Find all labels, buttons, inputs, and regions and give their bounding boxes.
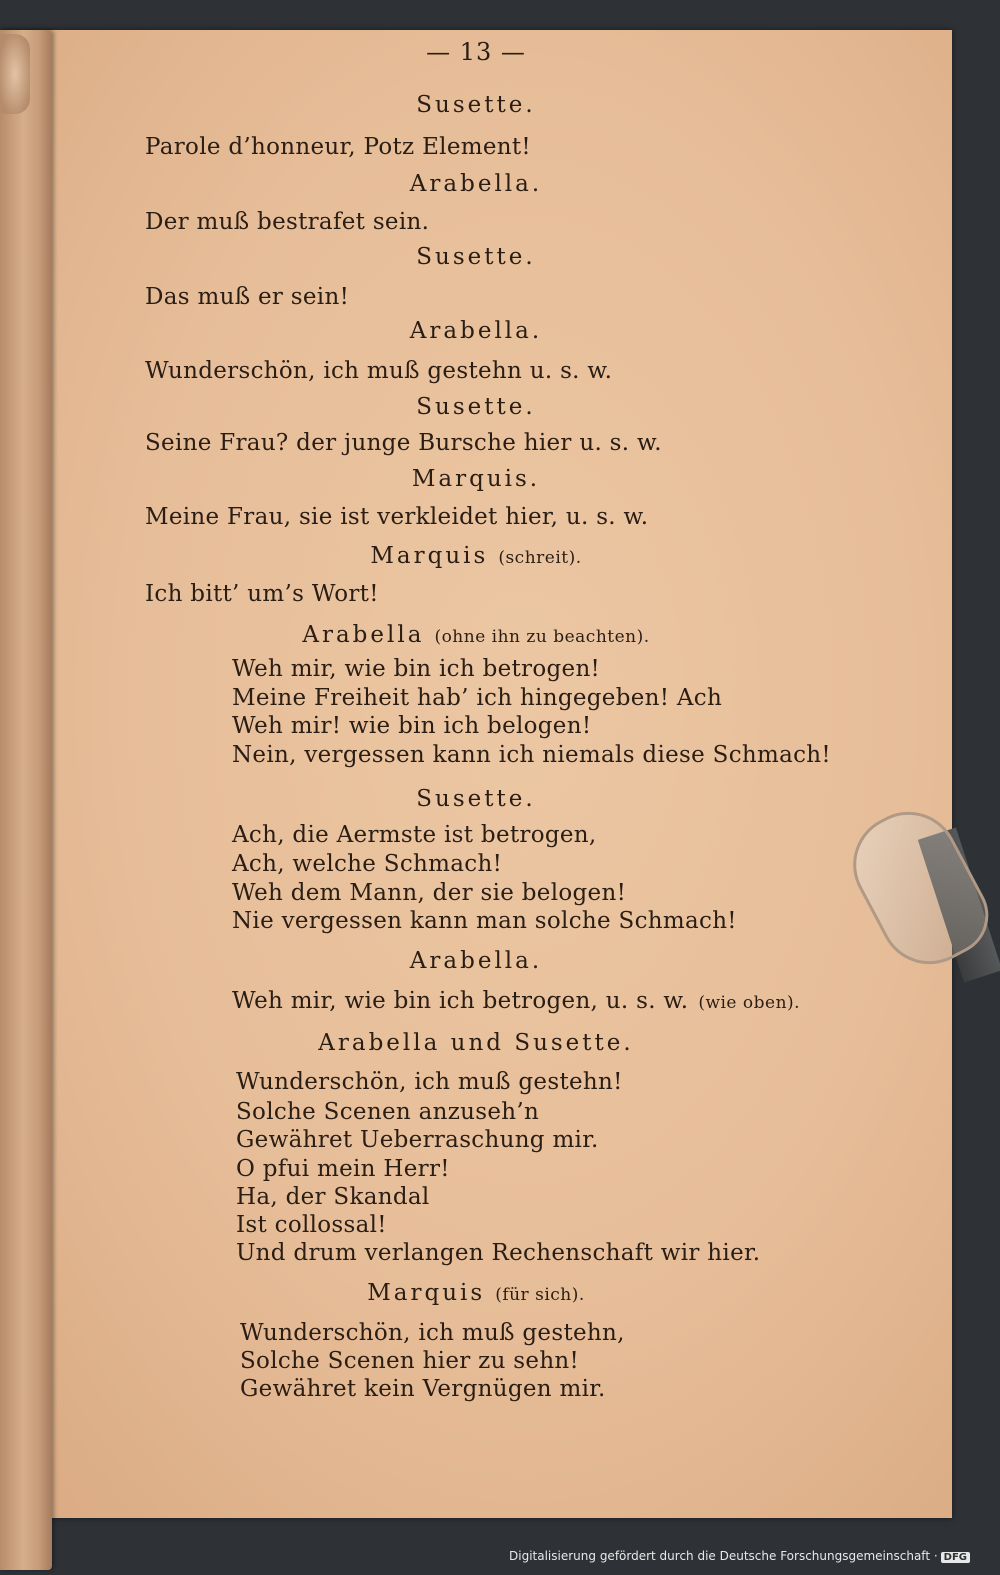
speaker-label: Susette. [416, 786, 536, 812]
speaker-label: Arabella. [409, 171, 543, 197]
speaker-name [0, 320, 952, 343]
line-text: Ach, welche Schmach! [232, 851, 503, 877]
line-text: Nein, vergessen kann ich niemals diese Schmach! [232, 742, 831, 768]
speaker-name [0, 1282, 952, 1305]
line-text: Ha, der Skandal [236, 1184, 430, 1210]
line-text: Ist collossal! [236, 1212, 387, 1238]
verse-line [232, 990, 800, 1013]
verse-line [236, 1242, 760, 1265]
page-number: — 13 — [426, 38, 526, 66]
speech-line [145, 432, 662, 455]
line-text: Gewähret Ueberraschung mir. [236, 1127, 599, 1153]
stage-direction: (wie oben). [698, 993, 801, 1013]
verse-line [232, 910, 737, 933]
verse-line [240, 1378, 606, 1401]
credit-text: Digitalisierung gefördert durch die Deutsche Forschungsgemeinschaft · [509, 1549, 938, 1563]
speaker-name [0, 246, 952, 269]
speech-line [145, 211, 429, 234]
speaker-name [0, 94, 952, 117]
line-text: Und drum verlangen Rechenschaft wir hier. [236, 1240, 761, 1266]
line-text: Weh mir! wie bin ich belogen! [232, 713, 592, 739]
verse-line [232, 744, 831, 767]
line-text: Das muß er sein! [145, 284, 350, 310]
verse-line [236, 1186, 430, 1209]
speaker-label: Marquis [370, 543, 489, 569]
line-text: Weh mir, wie bin ich betrogen, u. s. w. [232, 988, 689, 1014]
verse-line [232, 687, 722, 710]
verse-line [236, 1129, 599, 1152]
speaker-label: Susette. [416, 92, 536, 118]
line-text: Solche Scenen anzuseh’n [236, 1099, 540, 1125]
line-text: Parole d’honneur, Potz Element! [145, 134, 531, 160]
speech-line [145, 136, 531, 159]
verse-line [232, 882, 626, 905]
speaker-name [0, 950, 952, 973]
line-text: Meine Freiheit hab’ ich hingegeben! Ach [232, 685, 723, 711]
line-text: O pfui mein Herr! [236, 1156, 450, 1182]
speaker-name [0, 1032, 952, 1055]
verse-line [240, 1350, 579, 1373]
dfg-badge: DFG [941, 1552, 970, 1563]
speaker-name [0, 624, 952, 647]
stage-direction: (schreit). [498, 548, 582, 568]
speaker-name [0, 396, 952, 419]
speaker-label: Susette. [416, 244, 536, 270]
speaker-name [0, 545, 952, 568]
verse-line [236, 1071, 623, 1094]
line-text: Wunderschön, ich muß gestehn, [240, 1320, 625, 1346]
stage-direction: (ohne ihn zu beachten). [434, 627, 650, 647]
line-text: Seine Frau? der junge Bursche hier u. s. w. [145, 430, 662, 456]
verse-line [236, 1214, 387, 1237]
verse-line [232, 658, 600, 681]
verse-line [236, 1158, 450, 1181]
speaker-name [0, 468, 952, 491]
speech-line [145, 506, 648, 529]
verse-line [236, 1101, 539, 1124]
speaker-label: Arabella und Susette. [318, 1030, 634, 1056]
verse-line [232, 853, 502, 876]
line-text: Weh mir, wie bin ich betrogen! [232, 656, 601, 682]
line-text: Nie vergessen kann man solche Schmach! [232, 908, 737, 934]
line-text: Ich bitt’ um’s Wort! [145, 581, 379, 607]
speaker-label: Arabella. [409, 318, 543, 344]
line-text: Wunderschön, ich muß gestehn! [236, 1069, 623, 1095]
line-text: Meine Frau, sie ist verkleidet hier, u. s. w. [145, 504, 649, 530]
line-text: Gewähret kein Vergnügen mir. [240, 1376, 606, 1402]
line-text: Wunderschön, ich muß gestehn u. s. w. [145, 358, 613, 384]
digitization-credit [509, 1549, 970, 1563]
speaker-label: Arabella. [409, 948, 543, 974]
line-text: Weh dem Mann, der sie belogen! [232, 880, 627, 906]
speech-line [145, 583, 379, 606]
stage-direction: (für sich). [495, 1285, 585, 1305]
speaker-name [0, 788, 952, 811]
speaker-label: Marquis. [411, 466, 541, 492]
verse-line [240, 1322, 625, 1345]
verse-line [232, 715, 591, 738]
speaker-name [0, 173, 952, 196]
speaker-label: Arabella [302, 622, 425, 648]
speech-line [145, 360, 612, 383]
verse-line [232, 824, 597, 847]
speaker-label: Susette. [416, 394, 536, 420]
line-text: Der muß bestrafet sein. [145, 209, 430, 235]
line-text: Ach, die Aermste ist betrogen, [232, 822, 597, 848]
speech-line [145, 286, 349, 309]
speaker-label: Marquis [367, 1280, 486, 1306]
line-text: Solche Scenen hier zu sehn! [240, 1348, 580, 1374]
